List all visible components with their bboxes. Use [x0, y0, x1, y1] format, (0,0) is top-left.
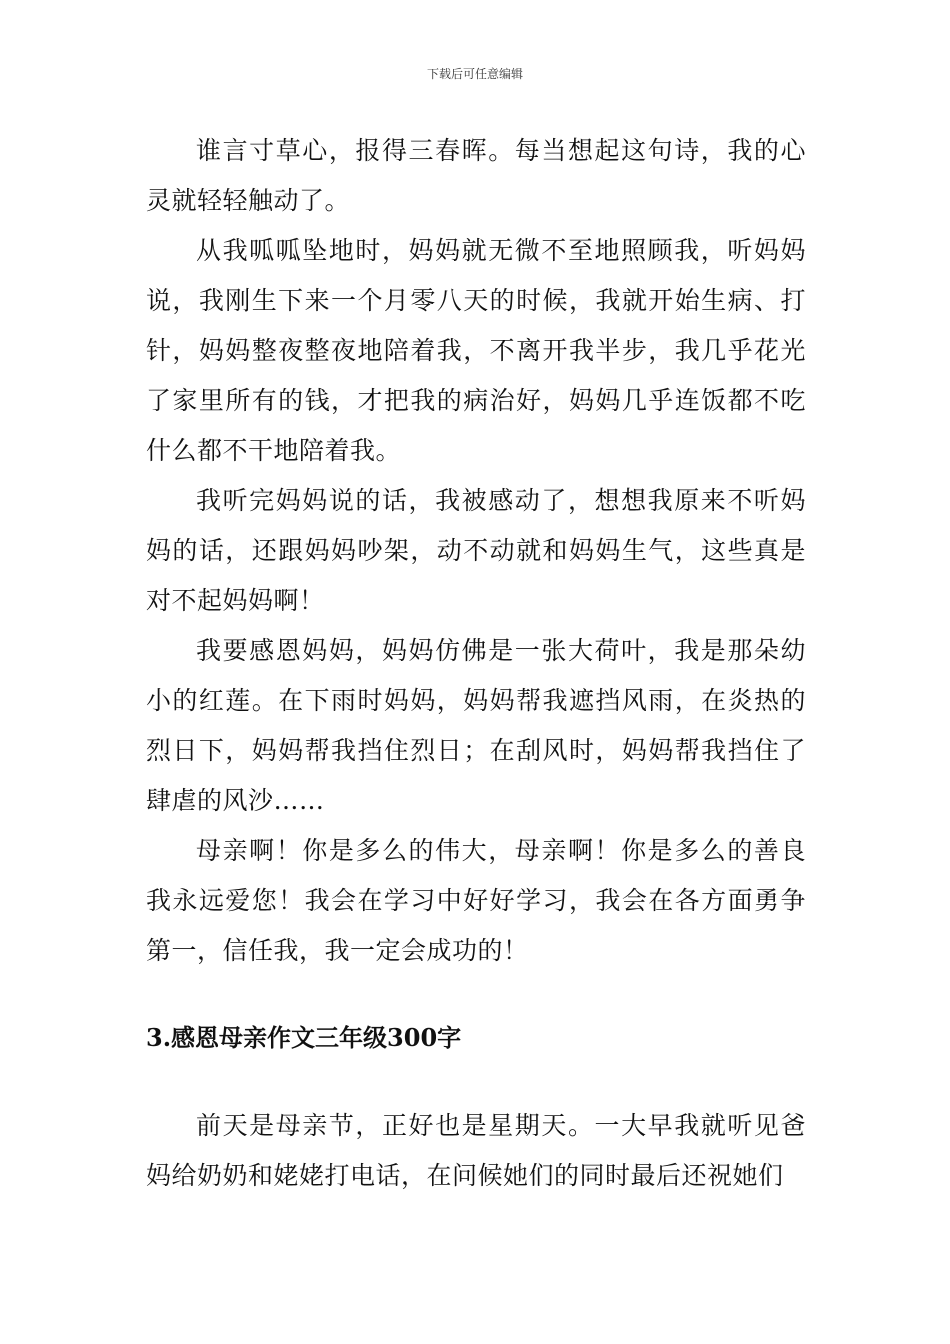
paragraph: 从我呱呱坠地时，妈妈就无微不至地照顾我，听妈妈说，我刚生下来一个月零八天的时候，我就开始生病、打针，妈妈整夜整夜地陪着我，不离开我半步，我几乎花光了家里所有的钱，才把我的病治好，妈妈几乎连饭都不吃什么都不干地陪着我。	[146, 236, 806, 465]
page-header-note: 下载后可任意编辑	[426, 67, 523, 81]
paragraph: 我听完妈妈说的话，我被感动了，想想我原来不听妈妈的话，还跟妈妈吵架，动不动就和妈妈生气，这些真是对不起妈妈啊！	[146, 486, 806, 615]
section-heading: 3.感恩母亲作文三年级300字	[146, 1023, 462, 1052]
paragraph: 我要感恩妈妈，妈妈仿佛是一张大荷叶，我是那朵幼小的红莲。在下雨时妈妈，妈妈帮我遮挡风雨，在炎热的烈日下，妈妈帮我挡住烈日；在刮风时，妈妈帮我挡住了肆虐的风沙……	[146, 636, 806, 815]
document-body	[146, 126, 806, 1201]
paragraph: 母亲啊！你是多么的伟大，母亲啊！你是多么的善良我永远爱您！我会在学习中好好学习，我会在各方面勇争第一，信任我，我一定会成功的！	[146, 836, 806, 965]
paragraph: 前天是母亲节，正好也是星期天。一大早我就听见爸妈给奶奶和姥姥打电话，在问候她们的同时最后还祝她们	[146, 1111, 806, 1190]
paragraph: 谁言寸草心，报得三春晖。每当想起这句诗，我的心灵就轻轻触动了。	[146, 136, 806, 215]
